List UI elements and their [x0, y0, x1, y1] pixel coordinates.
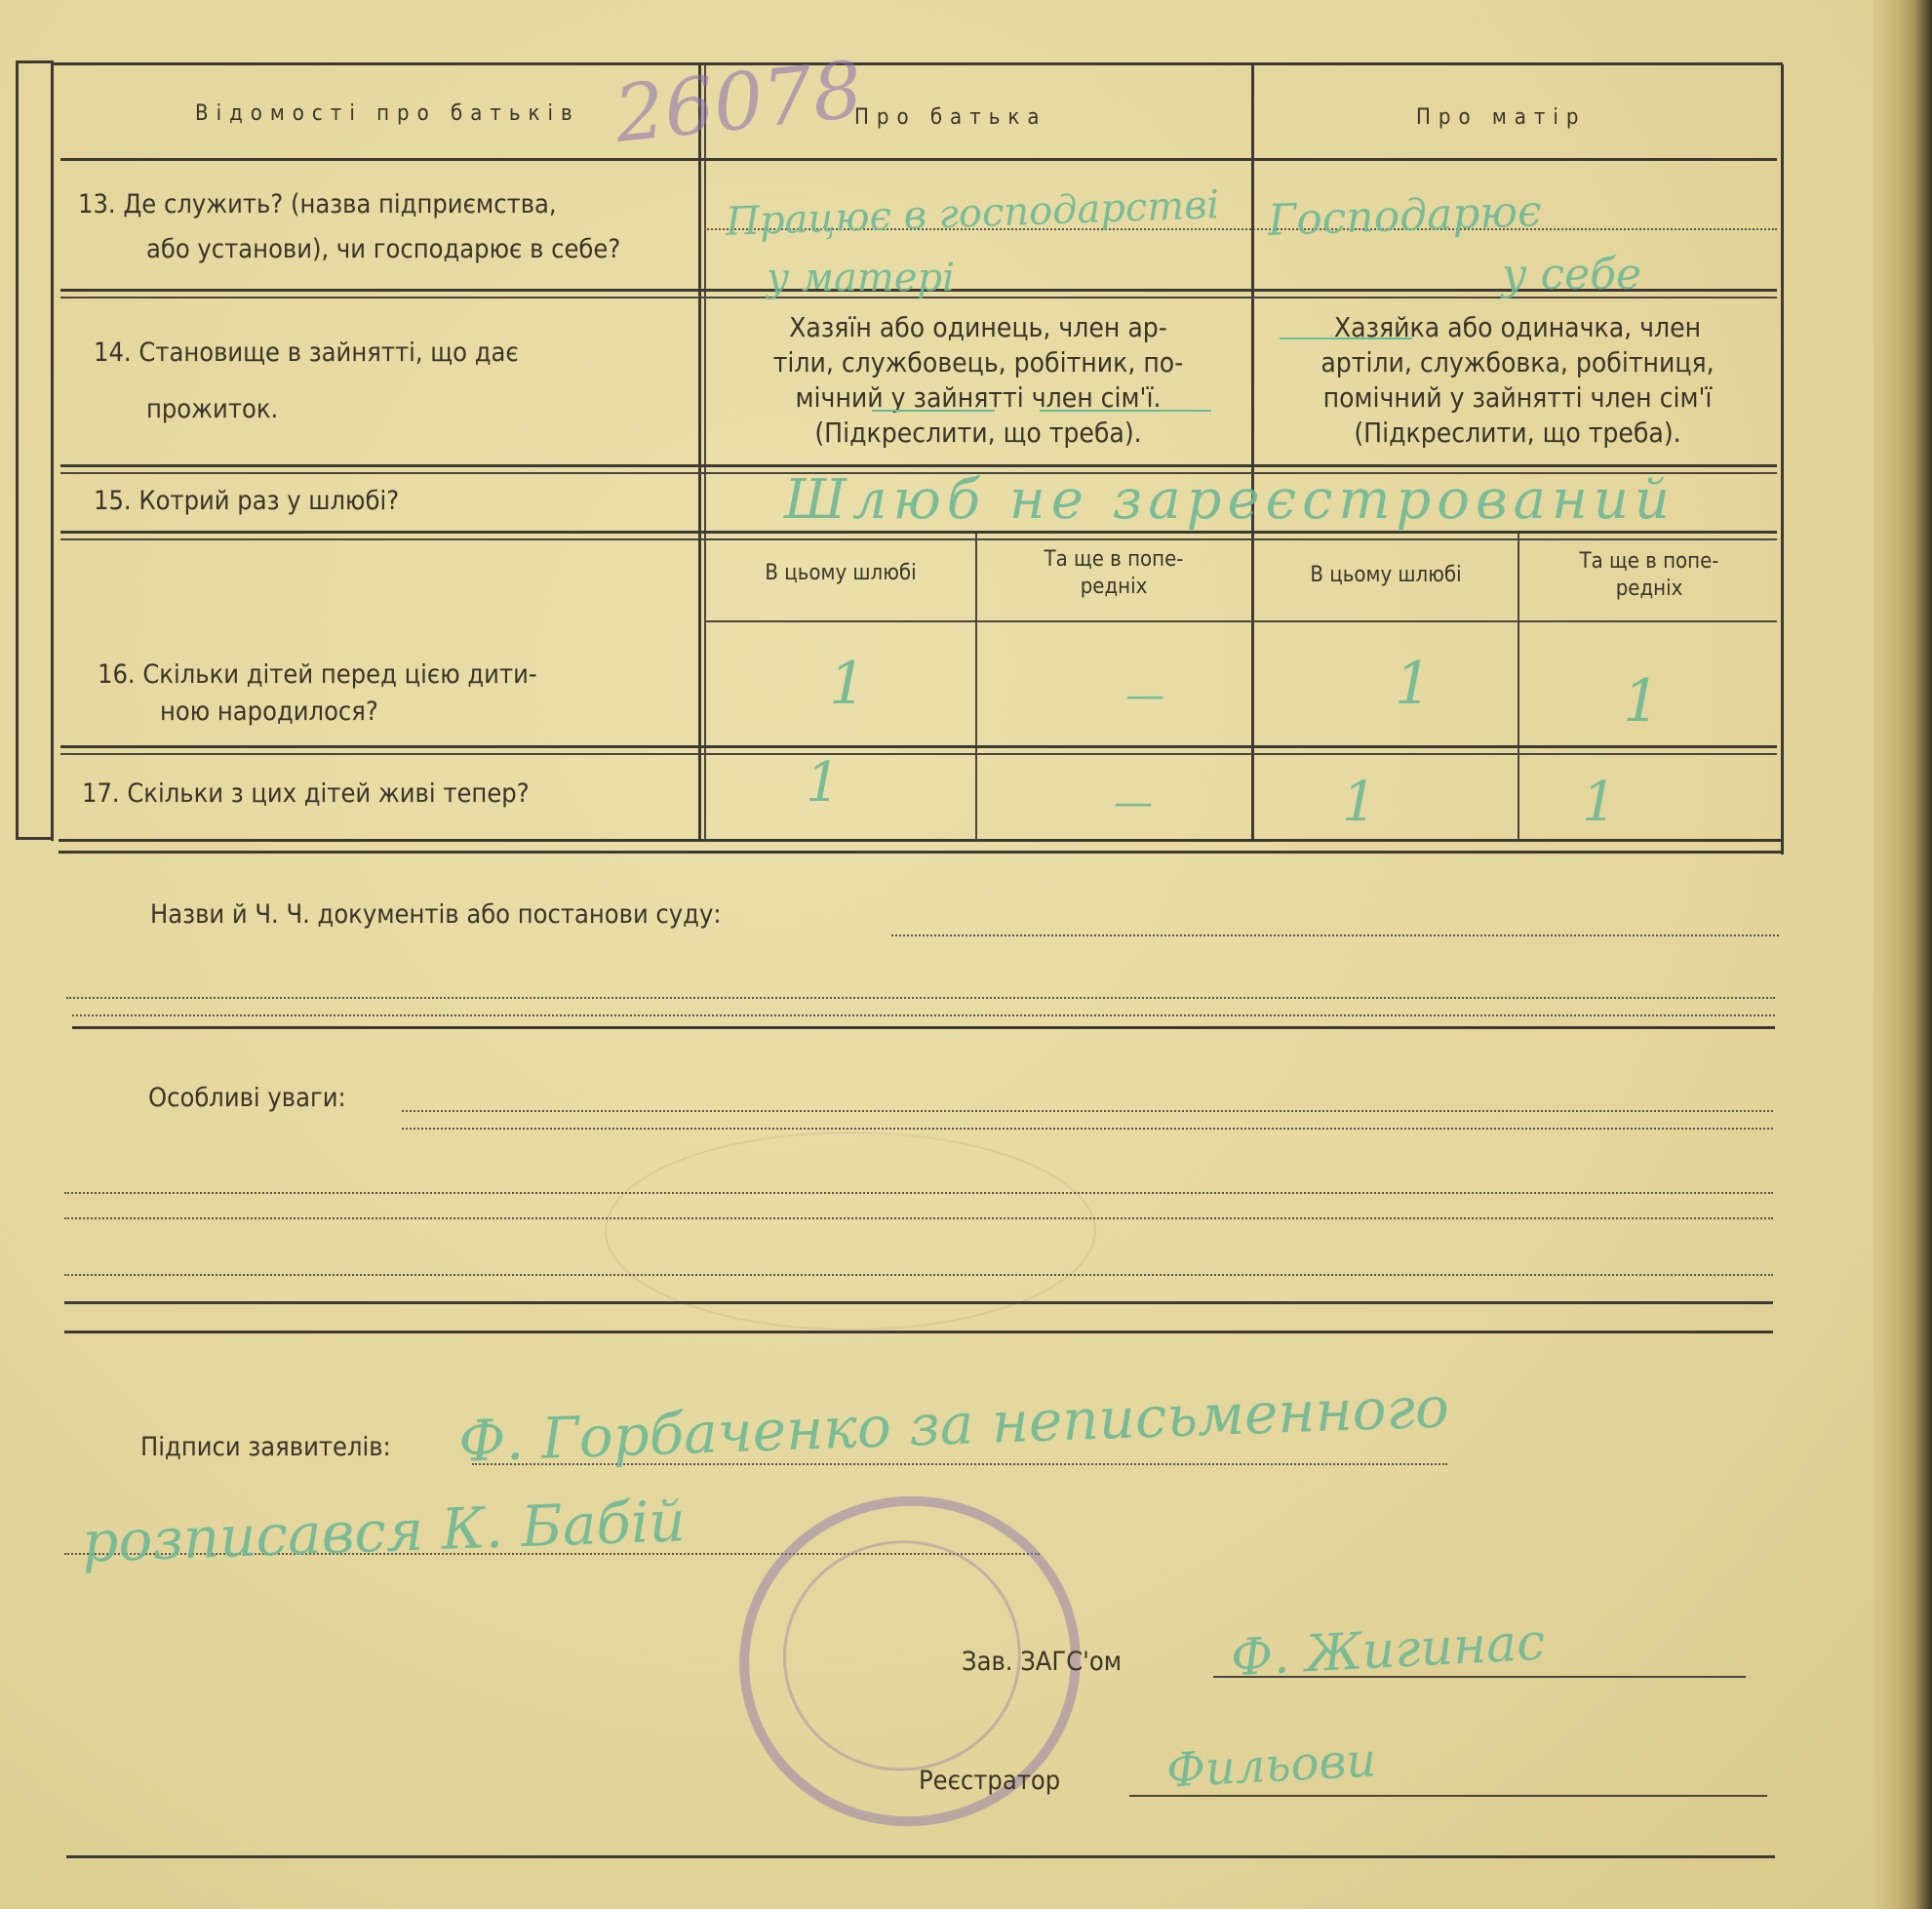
q13-label-2: або установи), чи господарює в себе? — [146, 234, 621, 264]
remarks-label: Особливі уваги: — [148, 1083, 346, 1113]
q13-label-1: 13. Де служить? (назва підприємства, — [78, 189, 557, 219]
q17-value-father-this: 1 — [806, 751, 841, 815]
q16-value-mother-this: 1 — [1395, 650, 1433, 718]
col-sep-1 — [698, 64, 701, 841]
applicant-signature-1: Ф. Горбаченко за неписьменного — [457, 1373, 1450, 1475]
q16-sub-this-father: В цьому шлюбі — [765, 561, 917, 585]
registrar-signature: Фильови — [1164, 1732, 1378, 1799]
row-sep-16b — [60, 753, 1777, 755]
documents-line-3 — [72, 1014, 1775, 1016]
q17-value-mother-this: 1 — [1342, 771, 1377, 834]
q13-father-answer-1: Працює в господарстві — [725, 182, 1220, 245]
row-sep-header — [60, 158, 1777, 161]
row-sep-16a — [60, 745, 1777, 748]
col-sep-1b — [704, 64, 706, 841]
q14-father-line-1: Хазяїн або одинець, член ар- — [789, 311, 1167, 343]
q16-sub-prev-mother-2: редніх — [1615, 577, 1683, 601]
q14-mother-line-2: артіли, службовка, робітниця, — [1321, 346, 1715, 378]
documents-label: Назви й Ч. Ч. документів або постанови суду: — [150, 899, 722, 930]
row-sep-14a — [60, 464, 1777, 467]
header-info: Відомості про батьків — [195, 101, 580, 126]
faint-oval-impression — [605, 1132, 1096, 1331]
archive-stamp-number: 26078 — [610, 43, 867, 161]
q15-answer: Шлюб не зареєстрований — [784, 468, 1676, 532]
table-bottom-border-2 — [59, 851, 1783, 854]
q14-mother-line-3: помічний у зайнятті член сім'ї — [1322, 381, 1713, 414]
q13-father-answer-2: у матері — [767, 256, 955, 300]
left-margin-bottom — [16, 837, 51, 840]
q16-value-father-prev: — — [1125, 673, 1164, 718]
q15-label: 15. Котрий раз у шлюбі? — [94, 486, 400, 516]
registrar-label: Реєстратор — [919, 1766, 1061, 1796]
page-edge — [1873, 0, 1932, 1909]
q14-mother-options — [1260, 310, 1775, 451]
q17-value-father-prev: — — [1114, 780, 1153, 825]
q14-mother-line-1: Хазяйка або одиначка, член — [1333, 311, 1702, 343]
remarks-line-1b — [402, 1128, 1773, 1130]
q16-value-mother-prev: 1 — [1623, 667, 1661, 736]
head-signature: Ф. Жигинас — [1229, 1612, 1547, 1689]
signatures-label: Підписи заявителів: — [140, 1432, 391, 1462]
q13-mother-answer-2: у себе — [1502, 250, 1642, 299]
q14-label-2: прожиток. — [146, 394, 279, 424]
remarks-rule-2 — [64, 1331, 1773, 1333]
q16-label-1: 16. Скільки дітей перед цією дити- — [98, 659, 537, 690]
q16-sub-prev-father-2: редніх — [1080, 575, 1148, 599]
q16-sub-prev-mother — [1519, 548, 1779, 603]
applicant-signature-2: розписався К. Бабій — [81, 1488, 687, 1575]
q14-father-underline-1 — [872, 410, 995, 412]
q14-mother-underline — [1280, 338, 1412, 339]
col-sep-2 — [1251, 64, 1254, 841]
remarks-line-1 — [402, 1110, 1773, 1112]
q16-sub-prev-father-1: Та ще в попе- — [1044, 547, 1184, 572]
table-left-border — [51, 60, 54, 841]
q13-mother-answer-1: Господарює — [1267, 186, 1543, 246]
table-right-border — [1781, 64, 1784, 855]
documents-rule — [72, 1026, 1775, 1029]
q14-father-options — [712, 310, 1244, 451]
q14-father-line-2: тіли, службовець, робітник, по- — [772, 346, 1184, 378]
bottom-rule — [66, 1855, 1775, 1858]
header-father: Про батька — [854, 105, 1047, 130]
q16-label-2: ною народилося? — [160, 696, 378, 727]
left-margin-line — [16, 60, 19, 839]
documents-line-2 — [66, 997, 1775, 999]
q17-label: 17. Скільки з цих дітей живі тепер? — [82, 778, 530, 809]
q14-mother-line-4: (Підкреслити, що треба). — [1354, 417, 1681, 449]
q16-value-father-this: 1 — [829, 650, 867, 718]
left-margin-top — [16, 60, 51, 63]
row-sep-16-sub — [704, 620, 1777, 622]
q16-sub-prev-father — [977, 546, 1250, 601]
q16-sub-this-mother: В цьому шлюбі — [1310, 563, 1462, 587]
head-label: Зав. ЗАГС'ом — [962, 1647, 1123, 1677]
documents-line-1 — [891, 935, 1779, 936]
q16-sub-prev-mother-1: Та ще в попе- — [1579, 549, 1719, 574]
q14-father-line-3: мічний у зайнятті член сім'ї. — [795, 381, 1162, 414]
q14-father-underline-2 — [1040, 410, 1211, 412]
q17-value-mother-prev: 1 — [1582, 771, 1617, 834]
q14-father-line-4: (Підкреслити, що треба). — [814, 417, 1142, 449]
header-mother: Про матір — [1416, 105, 1587, 130]
table-bottom-border — [59, 839, 1783, 842]
q14-label-1: 14. Становище в зайнятті, що дає — [94, 338, 519, 368]
table-top-border — [51, 62, 1783, 65]
row-sep-15b — [60, 538, 1777, 540]
